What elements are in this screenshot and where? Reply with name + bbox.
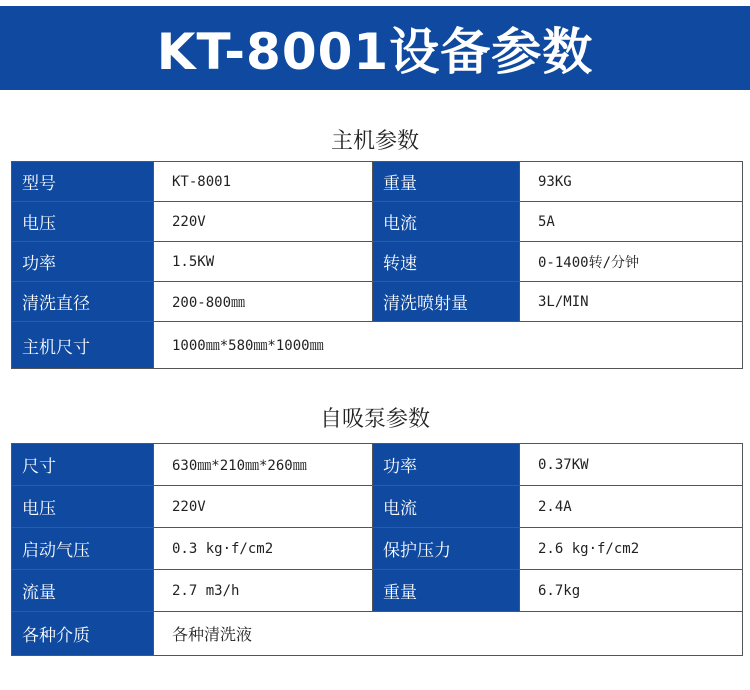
- spec-label: 转速: [373, 242, 520, 282]
- main-unit-spec-table: [11, 161, 743, 369]
- table-row: [12, 242, 743, 282]
- spec-value: 93KG: [520, 162, 743, 202]
- table-row: [12, 444, 743, 486]
- spec-label: 主机尺寸: [12, 322, 154, 369]
- spec-label: 清洗喷射量: [373, 282, 520, 322]
- table-row: [12, 162, 743, 202]
- pump-section-title: 自吸泵参数: [319, 407, 430, 432]
- table-row: [12, 570, 743, 612]
- spec-value: 1.5KW: [154, 242, 373, 282]
- spec-value: 0.3 kg·f/cm2: [154, 528, 373, 570]
- spec-value: KT-8001: [154, 162, 373, 202]
- spec-label: 各种介质: [12, 612, 154, 656]
- spec-label: 电压: [12, 486, 154, 528]
- spec-value: 5A: [520, 202, 743, 242]
- spec-label: 电流: [373, 202, 520, 242]
- table-row: [12, 202, 743, 242]
- pump-spec-table: [11, 443, 743, 656]
- spec-label: 型号: [12, 162, 154, 202]
- header-banner: [0, 6, 750, 90]
- table-row: [12, 486, 743, 528]
- table-row: [12, 282, 743, 322]
- spec-value: 220V: [154, 486, 373, 528]
- page-title: KT-8001设备参数: [156, 23, 594, 81]
- spec-label: 电流: [373, 486, 520, 528]
- main-unit-section-title: 主机参数: [330, 129, 419, 154]
- spec-value: 2.7 m3/h: [154, 570, 373, 612]
- spec-label: 重量: [373, 570, 520, 612]
- spec-label: 重量: [373, 162, 520, 202]
- spec-label: 保护压力: [373, 528, 520, 570]
- spec-value: 3L/MIN: [520, 282, 743, 322]
- spec-label: 清洗直径: [12, 282, 154, 322]
- spec-value: 200-800㎜: [154, 282, 373, 322]
- spec-label: 尺寸: [12, 444, 154, 486]
- spec-label: 电压: [12, 202, 154, 242]
- table-row: [12, 322, 743, 369]
- spec-label: 功率: [373, 444, 520, 486]
- spec-value: 6.7kg: [520, 570, 743, 612]
- spec-value: 各种清洗液: [154, 612, 743, 656]
- table-row: [12, 612, 743, 656]
- spec-value: 220V: [154, 202, 373, 242]
- spec-label: 启动气压: [12, 528, 154, 570]
- spec-value: 1000㎜*580㎜*1000㎜: [154, 322, 743, 369]
- spec-label: 流量: [12, 570, 154, 612]
- spec-value: 0.37KW: [520, 444, 743, 486]
- table-row: [12, 528, 743, 570]
- spec-value: 2.4A: [520, 486, 743, 528]
- spec-value: 2.6 kg·f/cm2: [520, 528, 743, 570]
- spec-value: 630㎜*210㎜*260㎜: [154, 444, 373, 486]
- spec-value: 0-1400转/分钟: [520, 242, 743, 282]
- spec-label: 功率: [12, 242, 154, 282]
